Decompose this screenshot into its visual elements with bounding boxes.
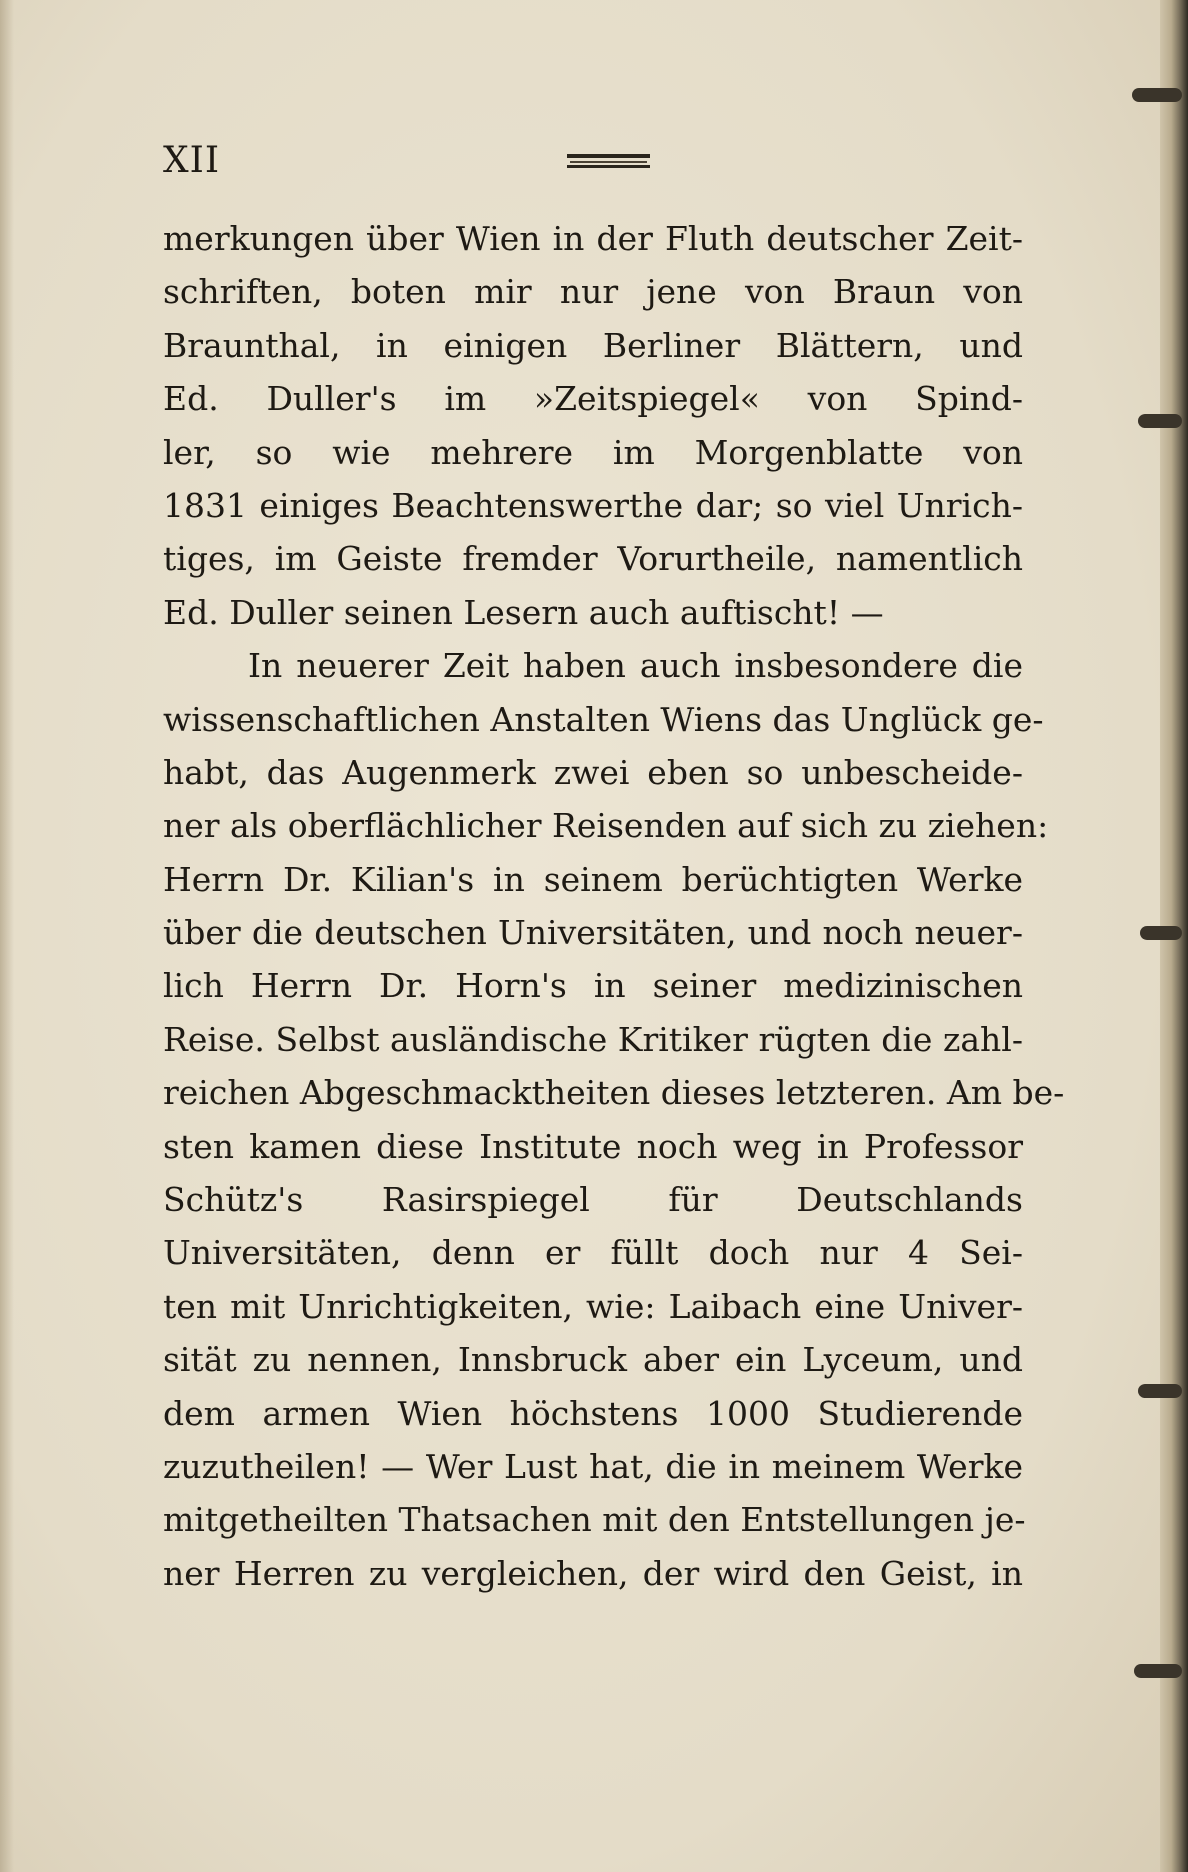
text-line: merkungen über Wien in der Fluth deutscher Zeit- [163,219,1023,258]
page-number: XII [163,140,221,181]
page-gutter-shadow [0,0,14,1872]
text-line: Ed. Duller seinen Lesern auch auftischt! — [163,592,884,632]
text-line: ten mit Unrichtigkeiten, wie: Laibach eine Univer- [163,1286,1023,1326]
text-line: Braunthal, in einigen Berliner Blättern, und [163,325,1023,365]
text-line: Schütz's Rasirspiegel für Deutschlands [163,1180,1023,1220]
binding-thread-5 [1134,1664,1182,1678]
text-line: zuzutheilen! — Wer Lust hat, die in meinem Werke [163,1446,1023,1486]
text-line: tiges, im Geiste fremder Vorurtheile, namentlich [163,539,1023,579]
text-line: Universitäten, denn er füllt doch nur 4 Sei- [163,1233,1023,1273]
text-line: Reise. Selbst ausländische Kritiker rügten die zahl- [163,1019,1023,1059]
text-line: ler, so wie mehrere im Morgenblatte von [163,432,1023,472]
text-line: ner Herren zu vergleichen, der wird den Geist, in [163,1553,1023,1593]
text-line: 1831 einiges Beachtenswerthe dar; so viel Unrich- [163,485,1023,525]
text-line: wissenschaftlichen Anstalten Wiens das Unglück ge- [163,699,1044,739]
binding-thread-4 [1138,1384,1182,1398]
header-ornament-rule [567,154,650,168]
text-line: Herrn Dr. Kilian's in seinem berüchtigten Werke [163,859,1023,899]
body-text [163,212,1065,1600]
binding-thread-3 [1140,926,1182,940]
text-line: lich Herrn Dr. Horn's in seiner medizinischen [163,966,1023,1006]
text-line: dem armen Wien höchstens 1000 Studierende [163,1393,1023,1433]
text-line: über die deutschen Universitäten, und noch neuer- [163,913,1023,953]
binding-thread-2 [1138,414,1182,428]
text-line: sten kamen diese Institute noch weg in Professor [163,1126,1023,1166]
text-line: sität zu nennen, Innsbruck aber ein Lyceum, und [163,1340,1023,1380]
text-line: reichen Abgeschmacktheiten dieses letzteren. Am be- [163,1073,1065,1113]
text-line: ner als oberflächlicher Reisenden auf sich zu ziehen: [163,806,1049,846]
text-line: Ed. Duller's im »Zeitspiegel« von Spind- [163,379,1023,419]
text-line: schriften, boten mir nur jene von Braun von [163,272,1023,312]
binding-thread-1 [1132,88,1182,102]
text-line: mitgetheilten Thatsachen mit den Entstellungen je- [163,1500,1026,1540]
text-line: habt, das Augenmerk zwei eben so unbescheide- [163,752,1023,792]
paragraph-start-line: In neuerer Zeit haben auch insbesondere die [248,646,1023,686]
